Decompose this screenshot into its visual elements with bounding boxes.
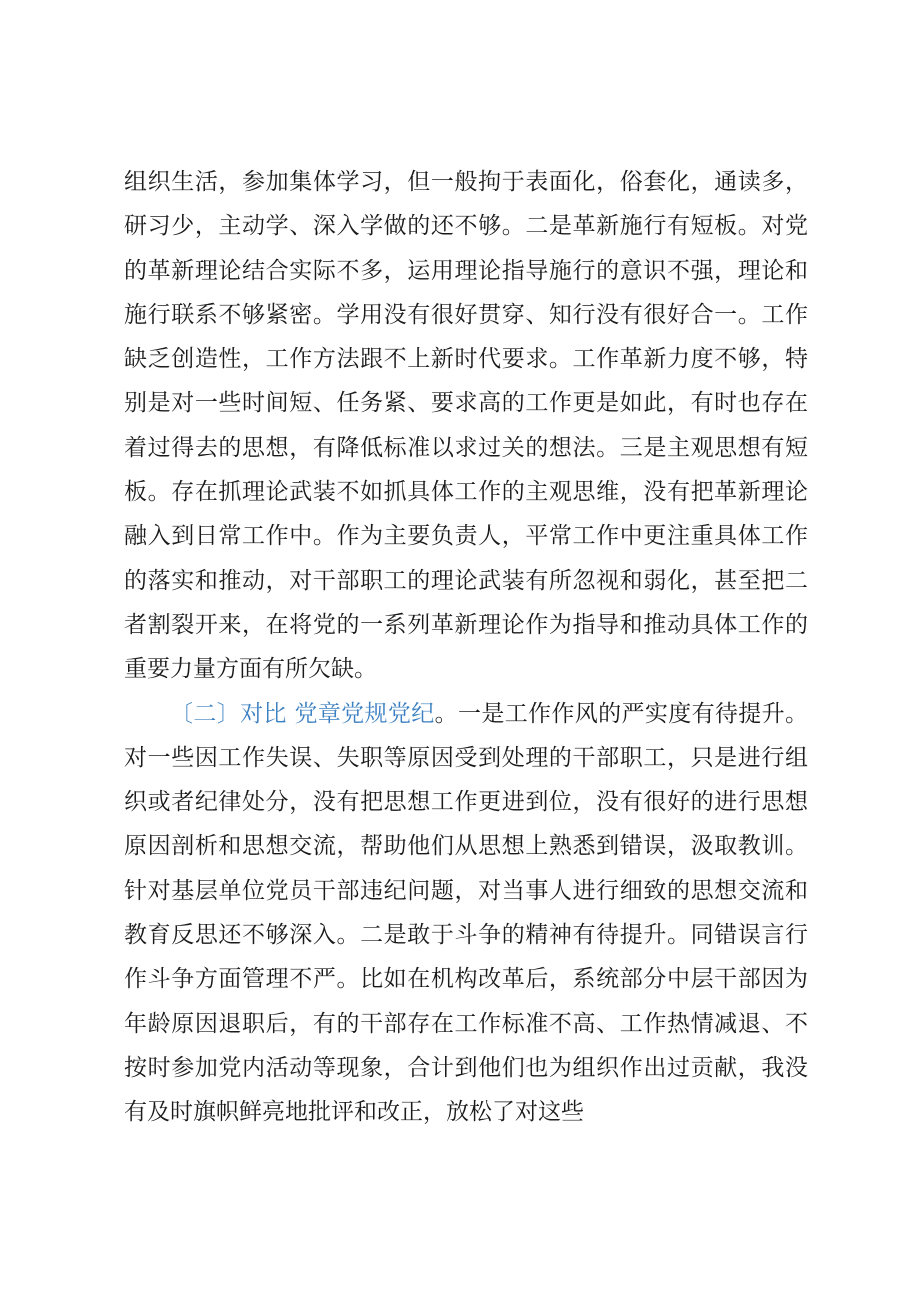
document-body <box>124 160 808 1135</box>
paragraph-section-two <box>124 692 808 1135</box>
section-body: 。一是工作作风的严实度有待提升。对一些因工作失误、失职等原因受到处理的干部职工，只是进行组织或者纪律处分，没有把思想工作更进到位，没有很好的进行思想原因剖析和思想交流，帮助他们从思想上熟悉到错误，汲取教训。针对基层单位党员干部违纪问题，对当事人进行细致的思想交流和教育反思还不够深入。二是敢于斗争的精神有待提升。同错误言行作斗争方面管理不严。比如在机构改革后，系统部分中层干部因为年龄原因退职后，有的干部存在工作标准不高、工作热情减退、不按时参加党内活动等现象，合计到他们也为组织作出过贡献，我没有及时旗帜鲜亮地批评和改正，放松了对这些 <box>124 700 809 1126</box>
section-heading: 〔二〕对比 党章党规党纪 <box>170 700 435 727</box>
paragraph-continuation: 组织生活，参加集体学习，但一般拘于表面化，俗套化，通读多，研习少，主动学、深入学做的还不够。二是革新施行有短板。对党的革新理论结合实际不多，运用理论指导施行的意识不强，理论和施行联系不够紧密。学用没有很好贯穿、知行没有很好合一。工作缺乏创造性，工作方法跟不上新时代要求。工作革新力度不够，特别是对一些时间短、任务紧、要求高的工作更是如此，有时也存在着过得去的思想，有降低标准以求过关的想法。三是主观思想有短板。存在抓理论武装不如抓具体工作的主观思维，没有把革新理论融入到日常工作中。作为主要负责人，平常工作中更注重具体工作的落实和推动，对干部职工的理论武装有所忽视和弱化，甚至把二者割裂开来，在将党的一系列革新理论作为指导和推动具体工作的重要力量方面有所欠缺。 <box>124 169 808 683</box>
